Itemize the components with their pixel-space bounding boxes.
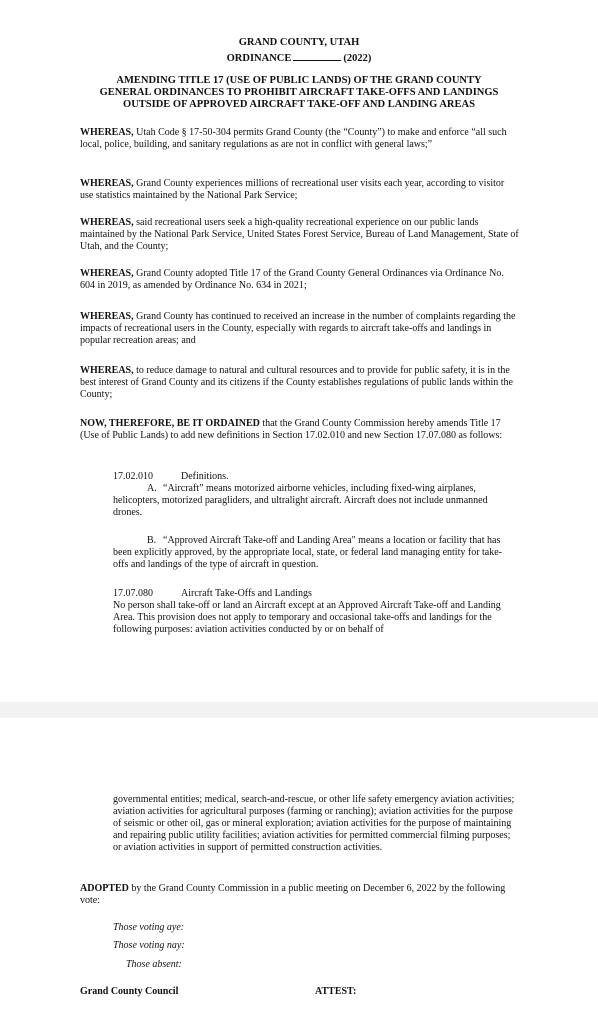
ordinance-title-line-1: AMENDING TITLE 17 (USE OF PUBLIC LANDS) OF THE GRAND COUNTY <box>116 75 482 86</box>
whereas-text: Grand County adopted Title 17 of the Grand County General Ordinances via Ordinance No. 604 in 2019, as amended by Ordinance No. 634 in 2021; <box>80 268 504 291</box>
section-number: 17.07.080 <box>113 588 153 599</box>
ordinance-title-line-2: GENERAL ORDINANCES TO PROHIBIT AIRCRAFT TAKE-OFFS AND LANDINGS <box>99 87 499 98</box>
section-17-02-010 <box>113 471 515 519</box>
whereas-label: WHEREAS, <box>80 178 134 189</box>
signature-council-label: Grand County Council <box>80 986 179 997</box>
whereas-label: WHEREAS, <box>80 311 134 322</box>
whereas-text: said recreational users seek a high-quality recreational experience on our public lands maintained by the National Park Service, United States Forest Service, Bureau of Land Management, State of Utah, and the County; <box>80 217 519 252</box>
votes-aye-label: Those voting aye: <box>113 922 185 933</box>
section-heading: Definitions. <box>181 471 229 482</box>
county-heading: GRAND COUNTY, UTAH <box>238 37 360 48</box>
whereas-paragraph-1 <box>80 127 520 151</box>
adopted-label: ADOPTED <box>80 883 129 894</box>
whereas-text: Utah Code § 17-50-304 permits Grand County (the “County”) to make and enforce “all such local, police, building, and sanitary regulations as are not in conflict with general laws;” <box>80 127 507 150</box>
section-heading-line <box>113 471 515 483</box>
ordinance-year: (2022) <box>343 53 372 64</box>
definition-b-text: “Approved Aircraft Take-off and Landing Area" means a location or facility that has been explicitly approved, by the appropriate local, state, or federal land managing entity for take-offs and landings of the type of aircraft in question. <box>113 535 503 570</box>
ordinance-number-line <box>0 50 598 65</box>
section-heading-line <box>113 588 515 600</box>
whereas-label: WHEREAS, <box>80 365 134 376</box>
definition-a <box>113 483 515 519</box>
whereas-label: WHEREAS, <box>80 268 134 279</box>
definition-a-letter: A. <box>147 483 157 494</box>
section-number: 17.02.010 <box>113 471 153 482</box>
ordinance-title-line-3: OUTSIDE OF APPROVED AIRCRAFT TAKE-OFF AND LANDING AREAS <box>123 99 475 110</box>
whereas-text: Grand County has continued to received an increase in the number of complaints regarding the impacts of recreational users in the County, especially with regards to aircraft take-offs and landings in popular recreation areas; and <box>80 311 516 346</box>
whereas-paragraph-3 <box>80 217 520 253</box>
whereas-paragraph-2 <box>80 178 520 202</box>
document-page-2 <box>0 718 598 1024</box>
whereas-paragraph-4 <box>80 268 520 292</box>
votes-absent-label: Those absent: <box>126 959 182 970</box>
section-text-part-2: governmental entities; medical, search-and-rescue, or other life safety emergency aviation activities; aviation activities for agricultural purposes (farming or ranching); aviation activities for the purpose of seismic or other oil, gas or mineral exploration; aviation activities for the purpose of maintaining and repairing public utility facilities; aviation activities for permitted commercial filming purposes; or aviation activities in support of permitted construction activities. <box>113 794 515 853</box>
definition-b <box>113 535 515 571</box>
whereas-paragraph-6 <box>80 365 520 401</box>
adopted-paragraph <box>80 883 520 907</box>
ordained-text: that the Grand County Commission hereby amends Title 17 (Use of Public Lands) to add new definitions in Section 17.02.010 and new Section 17.07.080 as follows: <box>80 418 503 441</box>
votes-nay-label: Those voting nay: <box>113 940 185 951</box>
ordinance-number-blank <box>293 50 341 61</box>
ordained-paragraph <box>80 418 520 442</box>
whereas-label: WHEREAS, <box>80 217 134 228</box>
adopted-text: by the Grand County Commission in a public meeting on December 6, 2022 by the following vote: <box>80 883 506 906</box>
definition-a-text: “Aircraft” means motorized airborne vehicles, including fixed-wing airplanes, helicopters, motorized paragliders, and ultralight aircraft. Aircraft does not include unmanned drones. <box>113 483 488 518</box>
ordained-label: NOW, THEREFORE, BE IT ORDAINED <box>80 418 260 429</box>
section-heading: Aircraft Take-Offs and Landings <box>181 588 312 599</box>
section-text-part-1: No person shall take-off or land an Aircraft except at an Approved Aircraft Take-off and Landing Area. This provision does not apply to temporary and occasional take-offs and landings for the following purposes: aviation activities conducted by or on behalf of <box>113 600 501 635</box>
ordinance-prefix: ORDINANCE <box>226 53 292 64</box>
signature-attest-label: ATTEST: <box>315 986 357 997</box>
definition-b-letter: B. <box>147 535 157 546</box>
whereas-text: to reduce damage to natural and cultural resources and to provide for public safety, it is in the best interest of Grand County and its citizens if the County establishes regulations of public lands within the County; <box>80 365 513 400</box>
whereas-label: WHEREAS, <box>80 127 134 138</box>
whereas-text: Grand County experiences millions of recreational user visits each year, according to visitor use statistics maintained by the National Park Service; <box>80 178 505 201</box>
section-17-07-080 <box>113 588 515 636</box>
whereas-paragraph-5 <box>80 311 520 347</box>
